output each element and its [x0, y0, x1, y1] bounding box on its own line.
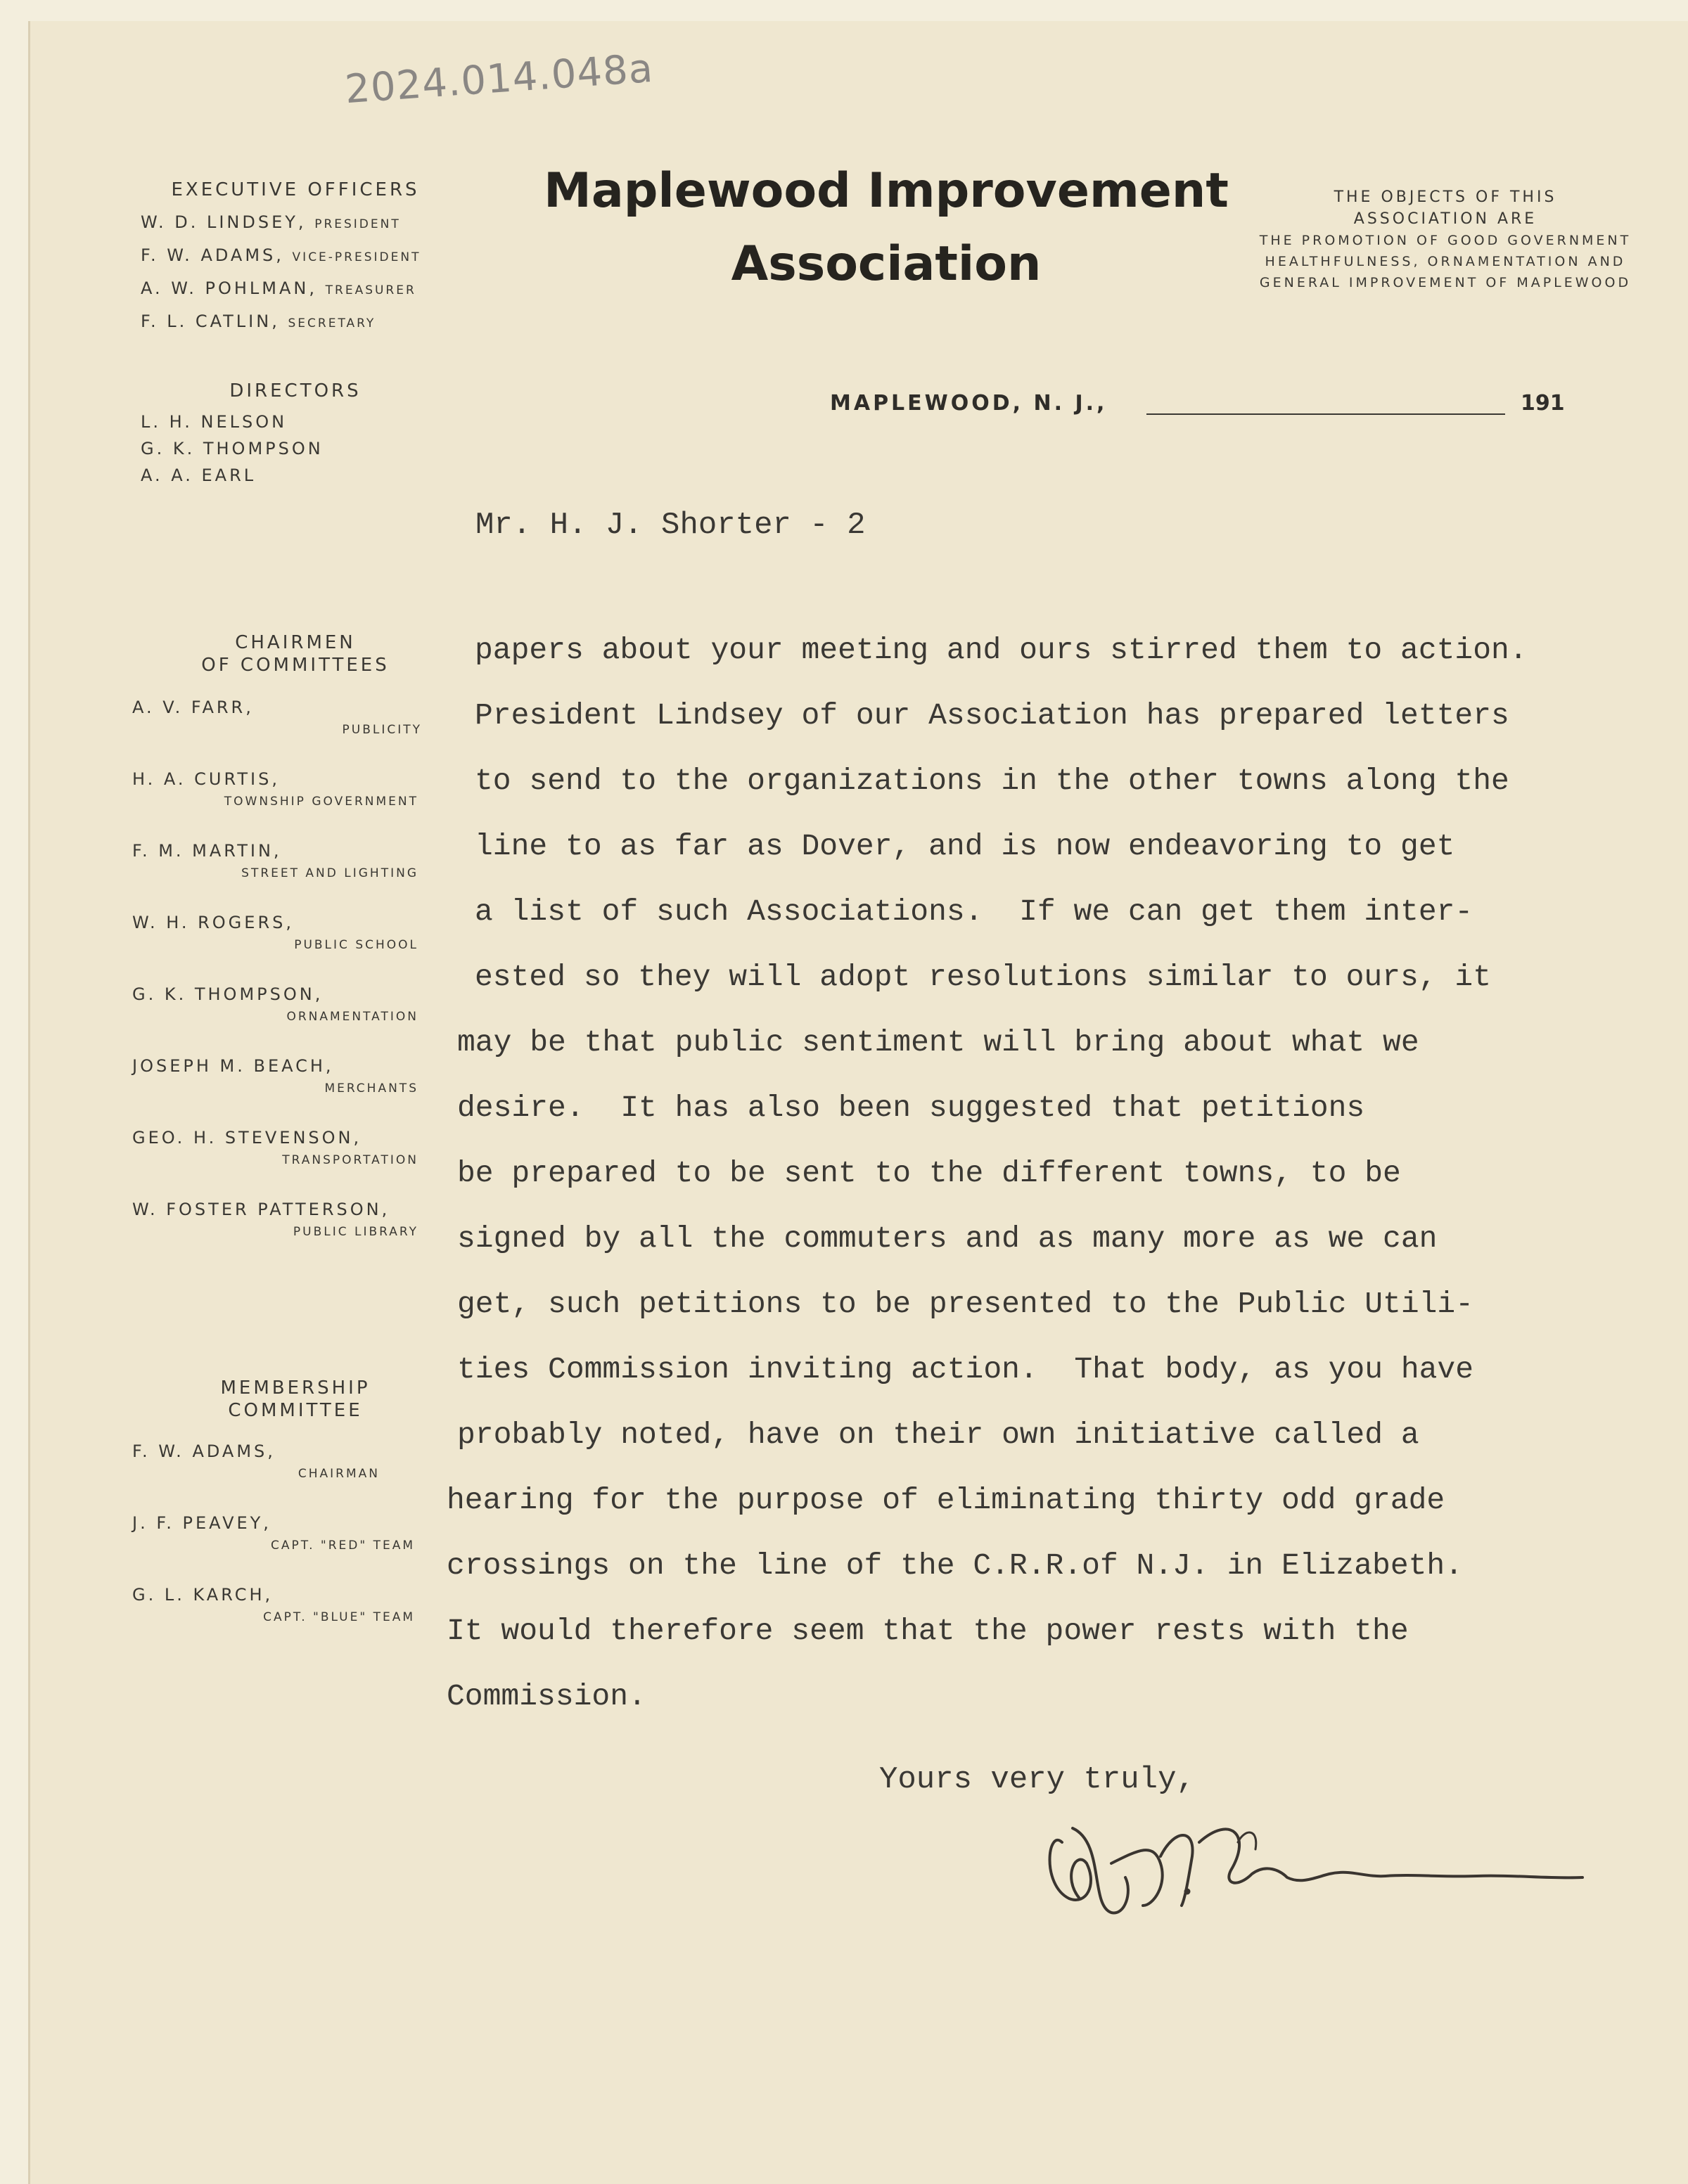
officer-name: F. W. ADAMS,	[141, 245, 284, 265]
body-line: probably noted, have on their own initiative called a	[457, 1418, 1419, 1452]
handwritten-signature	[1020, 1800, 1597, 1941]
body-line: President Lindsey of our Association has prepared letters	[475, 698, 1509, 733]
officer-3	[141, 278, 416, 298]
title-line-2: Association	[731, 236, 1042, 292]
chairman-5-name: G. K. THOMPSON,	[132, 984, 324, 1004]
chairman-1-role: PUBLICITY	[342, 723, 422, 737]
chairmen-heading-2: OF COMMITTEES	[201, 655, 390, 676]
chairman-8-name: W. FOSTER PATTERSON,	[132, 1200, 390, 1219]
chairman-3-role: STREET AND LIGHTING	[241, 866, 418, 880]
letter-body	[443, 633, 1653, 1758]
membership-3-name: G. L. KARCH,	[132, 1585, 274, 1605]
officer-name: F. L. CATLIN,	[141, 311, 280, 331]
chairman-4-name: W. H. ROGERS,	[132, 913, 294, 932]
membership-1-role: CHAIRMAN	[298, 1467, 380, 1481]
body-line: papers about your meeting and ours stirred them to action.	[475, 633, 1528, 667]
officer-4	[141, 311, 376, 331]
body-line: be prepared to be sent to the different towns, to be	[457, 1156, 1401, 1190]
body-line: hearing for the purpose of eliminating thirty odd grade	[447, 1483, 1445, 1517]
officer-role: SECRETARY	[288, 316, 376, 330]
officer-2	[141, 245, 421, 265]
membership-1-name: F. W. ADAMS,	[132, 1441, 276, 1461]
date-blank-line	[1146, 413, 1505, 415]
officer-role: VICE-PRESIDENT	[292, 250, 421, 264]
body-line: a list of such Associations. If we can get them inter-	[475, 894, 1473, 929]
directors-heading: DIRECTORS	[229, 380, 362, 402]
chairman-6-name: JOSEPH M. BEACH,	[132, 1056, 334, 1076]
body-line: desire. It has also been suggested that petitions	[457, 1091, 1365, 1125]
objects-line-1: THE OBJECTS OF THIS	[1334, 188, 1557, 206]
body-line: line to as far as Dover, and is now endeavoring to get	[475, 829, 1455, 863]
body-line: crossings on the line of the C.R.R.of N.J. in Elizabeth.	[447, 1548, 1464, 1583]
body-line: signed by all the commuters and as many more as we can	[457, 1221, 1438, 1256]
association-objects	[1248, 186, 1642, 293]
body-line: may be that public sentiment will bring about what we	[457, 1025, 1419, 1060]
executive-officers-heading: EXECUTIVE OFFICERS	[171, 179, 420, 200]
objects-line-5: GENERAL IMPROVEMENT OF MAPLEWOOD	[1259, 275, 1632, 290]
title-line-1: Maplewood Improvement	[544, 163, 1229, 219]
body-line: to send to the organizations in the other towns along the	[475, 764, 1509, 798]
director-1: L. H. NELSON	[141, 412, 288, 432]
objects-line-4: HEALTHFULNESS, ORNAMENTATION AND	[1265, 254, 1626, 269]
chairman-6-role: MERCHANTS	[324, 1081, 418, 1096]
body-line: It would therefore seem that the power rests with the	[447, 1614, 1409, 1648]
closing: Yours very truly,	[879, 1762, 1195, 1797]
chairman-7-role: TRANSPORTATION	[282, 1153, 418, 1167]
chairman-4-role: PUBLIC SCHOOL	[294, 938, 418, 952]
officer-role: TREASURER	[325, 283, 416, 297]
officer-1	[141, 212, 401, 232]
membership-2-role: CAPT. "RED" TEAM	[270, 1539, 415, 1553]
chairmen-heading-1: CHAIRMEN	[235, 632, 356, 653]
chairman-2-name: H. A. CURTIS,	[132, 769, 280, 789]
body-line: ested so they will adopt resolutions similar to ours, it	[475, 960, 1492, 994]
officer-name: W. D. LINDSEY,	[141, 212, 307, 232]
membership-3-role: CAPT. "BLUE" TEAM	[263, 1610, 415, 1624]
chairman-8-role: PUBLIC LIBRARY	[293, 1225, 418, 1239]
page-header: Mr. H. J. Shorter - 2	[475, 508, 866, 543]
chairman-3-name: F. M. MARTIN,	[132, 841, 282, 861]
objects-line-3: THE PROMOTION OF GOOD GOVERNMENT	[1259, 233, 1632, 248]
year-prefix: 191	[1521, 391, 1565, 416]
officer-name: A. W. POHLMAN,	[141, 278, 317, 298]
objects-line-2: ASSOCIATION ARE	[1353, 210, 1537, 228]
membership-heading-2: COMMITTEE	[228, 1400, 363, 1421]
body-line: ties Commission inviting action. That body, as you have	[457, 1352, 1474, 1387]
body-line: get, such petitions to be presented to the Public Utili-	[457, 1287, 1474, 1321]
membership-2-name: J. F. PEAVEY,	[132, 1513, 271, 1533]
chairman-5-role: ORNAMENTATION	[286, 1010, 418, 1024]
chairman-7-name: GEO. H. STEVENSON,	[132, 1128, 362, 1148]
membership-heading-1: MEMBERSHIP	[220, 1377, 371, 1399]
place-line: MAPLEWOOD, N. J.,	[830, 391, 1108, 416]
officer-role: PRESIDENT	[314, 217, 401, 231]
letterhead-title	[542, 155, 1231, 301]
chairman-2-role: TOWNSHIP GOVERNMENT	[224, 795, 418, 809]
accession-number: 2024.014.048a	[343, 45, 655, 113]
director-2: G. K. THOMPSON	[141, 439, 324, 458]
chairman-1-name: A. V. FARR,	[132, 698, 254, 717]
director-3: A. A. EARL	[141, 465, 257, 485]
body-line: Commission.	[447, 1679, 646, 1714]
